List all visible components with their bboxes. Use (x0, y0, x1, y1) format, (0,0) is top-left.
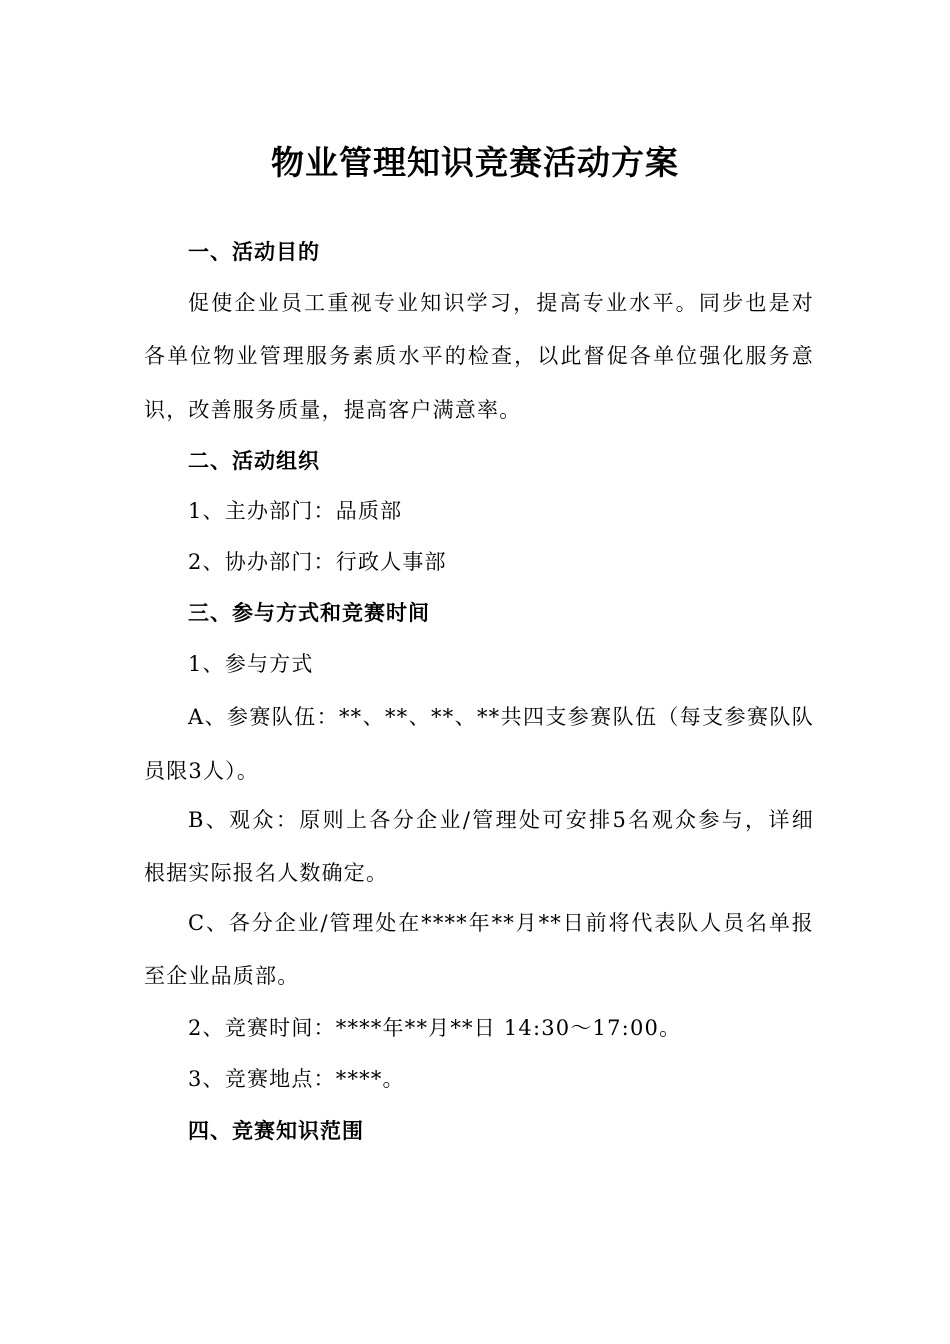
paragraph-line: 促使企业员工重视专业知识学习，提高专业水平。同步也是对 (188, 291, 814, 315)
paragraph-line: 员限3人）。 (144, 759, 260, 783)
list-item: 3、竞赛地点：****。 (188, 1067, 405, 1091)
section-heading-purpose: 一、活动目的 (188, 239, 320, 264)
subsection-heading: 1、参与方式 (188, 652, 314, 676)
section-heading-scope: 四、竞赛知识范围 (188, 1118, 364, 1143)
section-heading-participation: 三、参与方式和竞赛时间 (188, 600, 430, 625)
list-item: 2、竞赛时间：****年**月**日 14:30～17:00。 (188, 1016, 682, 1040)
paragraph-line: B、观众：原则上各分企业/管理处可安排5名观众参与，详细 (188, 808, 814, 832)
paragraph-line: 各单位物业管理服务素质水平的检查，以此督促各单位强化服务意 (144, 344, 814, 368)
paragraph-line: C、各分企业/管理处在****年**月**日前将代表队人员名单报 (188, 911, 814, 935)
paragraph-line: 根据实际报名人数确定。 (144, 861, 389, 885)
paragraph-line: 至企业品质部。 (144, 964, 300, 988)
section-heading-organization: 二、活动组织 (188, 448, 320, 473)
paragraph-line: A、参赛队伍：**、**、**、**共四支参赛队伍（每支参赛队队 (188, 705, 814, 729)
paragraph-line: 识，改善服务质量，提高客户满意率。 (144, 398, 522, 422)
document-title: 物业管理知识竞赛活动方案 (271, 143, 679, 182)
list-item: 1、主办部门：品质部 (188, 499, 403, 523)
list-item: 2、协办部门：行政人事部 (188, 550, 447, 574)
